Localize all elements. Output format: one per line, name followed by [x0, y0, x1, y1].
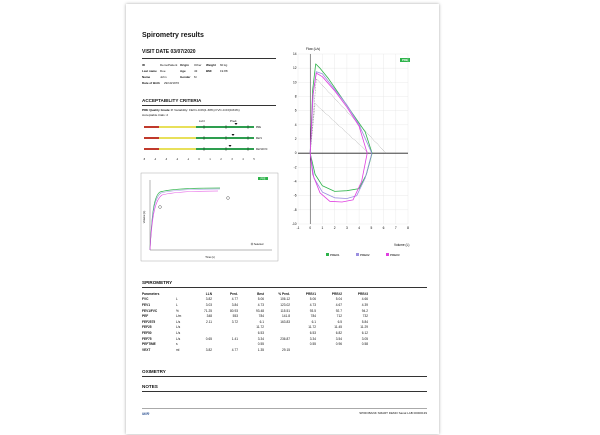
x-tick-label: -1 [296, 226, 300, 230]
table-cell: L [176, 297, 178, 302]
table-cell: 106.12 [280, 297, 290, 302]
table-row [142, 347, 368, 353]
table-cell: 3.05 [361, 336, 368, 341]
y-tick-label: 6 [294, 108, 297, 113]
table-cell: VEXT [142, 347, 151, 352]
legend-swatch [386, 253, 389, 256]
table-cell: 6.5 [337, 319, 342, 324]
report-page [126, 4, 439, 434]
tick-label: 4 [242, 158, 244, 161]
x-axis-title: Time (s) [205, 256, 215, 259]
legend-label: PRE#3 [390, 252, 400, 257]
tick-label: -4 [153, 158, 157, 161]
vt-curve-3 [150, 191, 218, 250]
table-cell [290, 347, 316, 353]
table-cell: L/s [176, 319, 181, 324]
tick-label: -3 [164, 158, 168, 161]
table-cell: L/s [176, 330, 181, 335]
table-cell: 3.54 [335, 336, 342, 341]
table-cell: 29.15 [282, 347, 290, 352]
field-value: Other [194, 63, 202, 67]
divider [142, 376, 427, 377]
y-axis-title: Flow (L/s) [306, 47, 320, 51]
legend-swatch [356, 253, 359, 256]
y-tick-label: 8 [294, 94, 297, 99]
report-title: Spirometry results [142, 32, 204, 39]
y-tick-label: -2 [293, 165, 297, 170]
divider [142, 391, 427, 392]
chart-badge-label: PRE [260, 177, 266, 181]
table-cell: PEFTIME [142, 342, 156, 347]
y-tick-label: -8 [293, 207, 297, 212]
pred-label: Pred. [230, 119, 238, 123]
chart-frame [141, 173, 278, 261]
table-cell: s [176, 342, 178, 347]
vt-curve-1 [150, 188, 220, 250]
table-cell: L/m [176, 314, 182, 319]
table-cell: 348 [206, 314, 212, 319]
bar-row-label: PRE [256, 125, 261, 129]
lln-label: LLN [199, 119, 205, 123]
y-tick-label: 14 [292, 52, 297, 56]
field-value: 60 kg [220, 63, 228, 67]
field-label: Name [142, 75, 151, 79]
variability: Variability: FEV1-0.06(1.38%) FVC-0.03(0.84%) [174, 108, 240, 112]
tick-label: 5 [253, 158, 255, 161]
table-cell: 11.72 [308, 325, 316, 330]
footer-text: SPIROBANK SMART DEMO Sanal LAB 00000139 [359, 411, 427, 415]
table-cell: % [176, 308, 179, 313]
flow-volume-chart [286, 46, 436, 268]
bar-row-label: FEV1/FVC [256, 147, 268, 151]
table-cell: 4.77 [231, 347, 238, 352]
footer-divider [142, 408, 427, 409]
table-cell: FEF2575 [142, 319, 156, 324]
field-label: Last name [142, 69, 157, 73]
x-tick-label: 2 [333, 226, 336, 230]
bar-row-label: FEV1 [256, 136, 262, 140]
table-cell: 92.7 [335, 308, 342, 313]
patient-info [142, 62, 240, 86]
column-header: Pred. [230, 291, 238, 296]
table-cell: 0.55 [257, 342, 264, 347]
table-cell: 5.04 [335, 297, 342, 302]
table-cell [342, 347, 368, 353]
field-value: John [160, 75, 167, 79]
y-tick-label: 2 [294, 137, 297, 141]
result-marker [232, 134, 235, 136]
table-cell: 4.73 [309, 302, 316, 307]
legend [326, 253, 400, 257]
table-cell: 784 [258, 314, 264, 319]
table-cell: 6.53 [257, 330, 264, 335]
table-cell: 6.1 [259, 319, 264, 324]
expiratory-curve [310, 73, 367, 153]
field-value: M [194, 75, 197, 79]
table-cell: FEV1 [142, 302, 150, 307]
x-tick-label: 7 [394, 226, 397, 230]
volume-time-chart [140, 172, 280, 264]
table-cell: PEF [142, 314, 149, 319]
table-cell: 4.77 [231, 297, 238, 302]
tick-label: -2 [175, 158, 179, 161]
table-cell: 553 [232, 314, 238, 319]
marker-label: Selected [254, 243, 264, 246]
tick-group [292, 52, 409, 230]
table-cell: 4.67 [335, 302, 342, 307]
divider [142, 105, 276, 106]
tick-label: -1 [186, 158, 190, 161]
table-cell: L/s [176, 325, 181, 330]
acceptability-bars [142, 118, 282, 162]
tick-label: 1 [209, 158, 211, 161]
curve-group [310, 64, 386, 202]
table-cell: 11.72 [256, 325, 264, 330]
legend-label: PRE#1 [330, 252, 340, 257]
oximetry-heading: OXIMETRY [142, 369, 166, 374]
column-header: PRE#1 [305, 291, 316, 296]
table-cell: 5.06 [257, 297, 264, 302]
field-value: DemoPatient [160, 63, 178, 67]
table-cell: 3.82 [205, 347, 212, 352]
acceptability-heading: ACCEPTABILITY CRITERIA [142, 98, 202, 103]
field-value: 43 [194, 69, 198, 73]
mir-logo: MIR [142, 411, 150, 416]
table-cell: 784 [310, 314, 316, 319]
table-cell: 6.82 [335, 330, 342, 335]
field-label: BMI [206, 69, 212, 73]
grid [298, 54, 408, 224]
field-label: Date of Birth [142, 81, 160, 85]
inspiratory-curve [310, 153, 367, 202]
tick-label: 3 [231, 158, 233, 161]
table-cell: 5.06 [309, 297, 316, 302]
table-cell: 1.41 [231, 336, 238, 341]
table-cell: 6.1 [311, 319, 316, 324]
tick-label: -5 [142, 158, 146, 161]
table-cell: 0.96 [335, 342, 342, 347]
field-value: 19.88 [220, 69, 228, 73]
column-header: PRE#3 [357, 291, 368, 296]
table-cell: 3.34 [309, 336, 316, 341]
table-cell: 5.84 [361, 319, 368, 324]
table-cell: 0.65 [205, 336, 212, 341]
notes-heading: NOTES [142, 384, 158, 389]
tick-label: 2 [220, 158, 222, 161]
field-label: ID [142, 63, 145, 67]
result-marker [235, 123, 238, 125]
y-tick-label: -10 [291, 222, 297, 226]
table-cell: 94.2 [361, 308, 368, 313]
table-cell: 80.93 [230, 308, 238, 313]
table-cell: 163.83 [280, 319, 290, 324]
tick-group [143, 158, 255, 161]
table-cell: 93.5 [309, 308, 316, 313]
table-cell: 141.8 [282, 314, 290, 319]
table-cell: 3.72 [231, 319, 238, 324]
table-cell: 123.02 [280, 302, 290, 307]
table-cell: 71.25 [204, 308, 212, 313]
legend-label: PRE#2 [360, 252, 370, 257]
table-cell: L [176, 302, 178, 307]
zone-green [196, 148, 254, 150]
selected-marker [251, 243, 253, 245]
table-cell: 3.34 [257, 336, 264, 341]
field-value: Doe [160, 69, 166, 73]
x-tick-label: 4 [358, 226, 361, 230]
inspiratory-curve [310, 153, 372, 191]
expiratory-curve [310, 72, 372, 154]
table-cell: 4.73 [257, 302, 264, 307]
predicted-curve [310, 79, 386, 153]
tick-label: 0 [198, 158, 200, 161]
table-cell: 3.84 [231, 302, 238, 307]
column-header: Best [257, 291, 264, 296]
table-cell: 4.66 [361, 297, 368, 302]
chart-badge-label: PRE [402, 58, 408, 62]
x-tick-label: 0 [309, 226, 312, 230]
field-label: Gender [180, 75, 191, 79]
vt-curve-2 [150, 189, 220, 250]
table-cell: 3.82 [205, 297, 212, 302]
table-cell: L/s [176, 336, 181, 341]
spirometry-table [142, 291, 368, 353]
y-tick-label: 0 [294, 151, 297, 156]
y-tick-label: -6 [293, 193, 297, 198]
divider [142, 287, 427, 288]
table-cell: FEF75 [142, 336, 152, 341]
table-cell: 2.11 [206, 319, 212, 324]
y-tick-label: 10 [292, 80, 297, 85]
column-header: PRE#2 [331, 291, 342, 296]
x-tick-label: 6 [382, 226, 385, 230]
zone-yellow [159, 137, 196, 139]
result-marker [229, 145, 232, 147]
x-axis-title: Volume (L) [394, 243, 410, 247]
x-tick-label: 8 [407, 226, 409, 230]
y-tick-label: 4 [294, 122, 297, 127]
table-cell: 93.48 [256, 308, 264, 313]
table-cell: 0.58 [361, 342, 368, 347]
table-cell: ml [176, 347, 180, 352]
table-cell: 6.12 [361, 330, 368, 335]
table-cell: 11.29 [360, 325, 368, 330]
column-header: Parameters [142, 291, 160, 296]
vt-marker [159, 206, 162, 209]
quality-grade: PRE Quality Grade: F [142, 108, 174, 112]
table-cell: FVC [142, 297, 149, 302]
divider [142, 58, 276, 59]
table-cell [316, 347, 342, 353]
zone-red [144, 148, 159, 150]
column-header: LLN [205, 291, 212, 296]
acceptable-trials: Acceptable trials: 2 [142, 113, 169, 117]
zone-yellow [159, 148, 196, 150]
table-cell: 732 [362, 314, 368, 319]
footer [142, 411, 427, 416]
field-label: Age [180, 69, 186, 73]
field-value: 29/10/1976 [164, 81, 180, 85]
zone-red [144, 126, 159, 128]
legend-swatch [326, 253, 329, 256]
x-tick-label: 3 [345, 226, 348, 230]
quality-info [142, 108, 240, 118]
table-cell: 6.53 [309, 330, 316, 335]
table-cell: FEV1/FVC [142, 308, 158, 313]
table-cell: 236.87 [280, 336, 290, 341]
zone-yellow [159, 126, 196, 128]
field-label: Origin [180, 63, 189, 67]
patient-row [142, 80, 240, 86]
y-tick-label: 12 [292, 66, 297, 71]
table-cell: 4.39 [361, 302, 368, 307]
vt-marker [227, 197, 230, 200]
visit-date: VISIT DATE 03/07/2020 [142, 49, 196, 55]
table-cell: 712 [336, 314, 342, 319]
table-body [142, 297, 368, 353]
field-label: Weight [206, 63, 216, 67]
table-cell: 3.03 [205, 302, 212, 307]
zone-green [196, 126, 254, 128]
zone-green [196, 137, 254, 139]
y-axis-title: Volume (L) [143, 210, 146, 224]
table-cell: FEF50 [142, 330, 152, 335]
table-cell: 11.45 [334, 325, 342, 330]
table-cell: FEF25 [142, 325, 152, 330]
x-tick-label: 5 [370, 226, 373, 230]
table-cell: 115.51 [280, 308, 290, 313]
y-tick-label: -4 [293, 179, 297, 184]
zone-red [144, 137, 159, 139]
bar-group [144, 123, 268, 151]
table-cell: 1.35 [257, 347, 264, 352]
column-header: % Pred. [278, 291, 290, 296]
table-cell: 0.55 [309, 342, 316, 347]
x-tick-label: 1 [321, 226, 324, 230]
spirometry-heading: SPIROMETRY [142, 280, 173, 285]
